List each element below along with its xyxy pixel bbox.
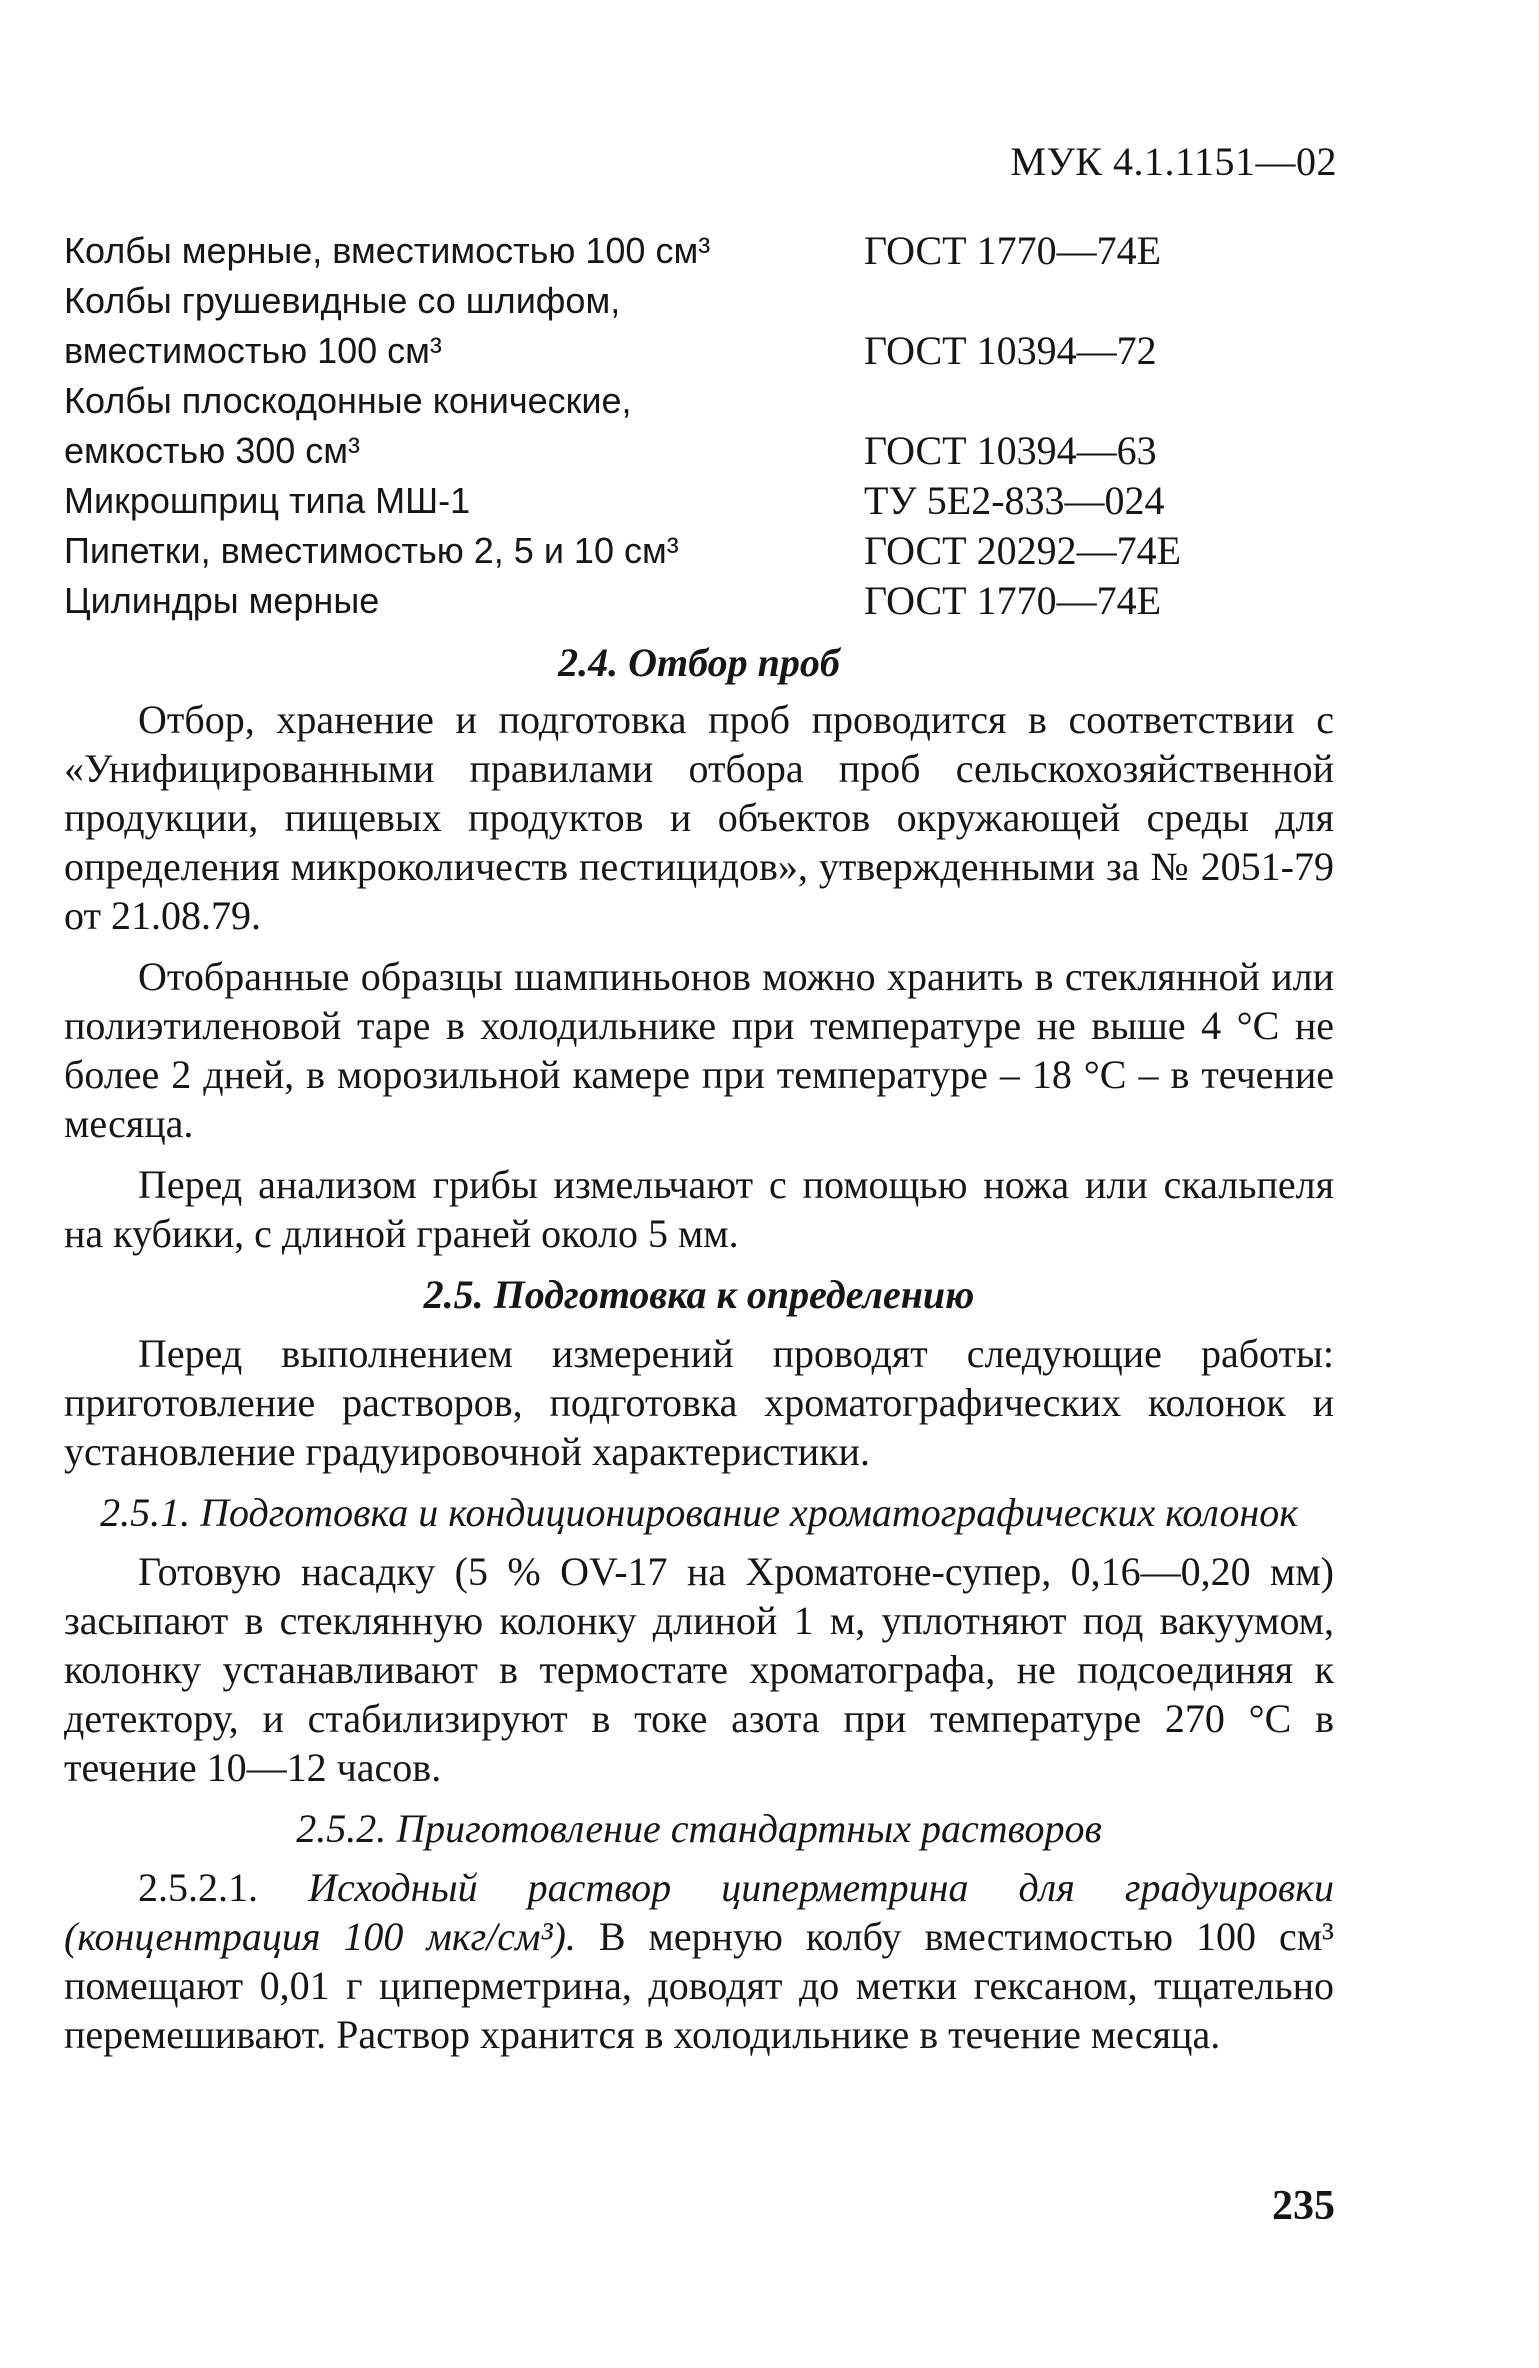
equipment-standard: ГОСТ 20292—74Е (864, 528, 1182, 573)
paragraph: Отбор, хранение и подготовка проб проводится в соответствии с «Унифицированными правилами отбора проб сельскохозяйственной продукции, пищевых продуктов и объектов окружающей среды для определения микроколичеств пестицидов», утвержденными за № 2051-79 от 21.08.79. (64, 697, 1334, 938)
equipment-row (64, 326, 1304, 376)
paragraph: Готовую насадку (5 % OV-17 на Хроматоне-супер, 0,16—0,20 мм) засыпают в стеклянную колонку длиной 1 м, уплотняют под вакуумом, колонку устанавливают в термостате хроматографа, не подсоединяя к детектору, и стабилизируют в токе азота при температуре 270 °С в течение 10—12 часов. (64, 1549, 1334, 1790)
equipment-name: Колбы плоскодонные конические, (64, 380, 632, 421)
equipment-standard: ГОСТ 10394—72 (864, 328, 1157, 373)
equipment-name: Цилиндры мерные (64, 580, 380, 621)
equipment-name: Колбы мерные, вместимостью 100 см³ (64, 230, 711, 271)
equipment-name: Микрошприц типа МШ-1 (64, 480, 471, 521)
equipment-name: вместимостью 100 см³ (64, 330, 442, 371)
clause-text: В мерную колбу вместимостью 100 см³ помещают 0,01 г циперметрина, доводят до метки гексаном, тщательно перемешивают. Раствор хранится в холодильнике в течение месяца. (64, 1914, 1335, 2057)
equipment-standard: ГОСТ 1770—74Е (864, 578, 1162, 623)
equipment-name: Колбы грушевидные со шлифом, (64, 280, 621, 321)
section-heading-2-4: 2.4. Отбор проб (558, 640, 840, 685)
equipment-list (64, 226, 1304, 626)
paragraph-2-5-2-1 (64, 1863, 1334, 2059)
subsection-heading-2-5-1: 2.5.1. Подготовка и кондиционирование хроматографических колонок (100, 1490, 1298, 1535)
equipment-standard: ГОСТ 10394—63 (864, 428, 1157, 473)
clause-number: 2.5.2.1. (138, 1865, 258, 1910)
paragraph: Перед анализом грибы измельчают с помощью ножа или скальпеля на кубики, с длиной граней около 5 мм. (64, 1162, 1334, 1256)
clause-title: Исходный раствор циперметрина для градуировки (концентрация 100 мкг/см³). (64, 1865, 1334, 1959)
equipment-row (64, 276, 1304, 326)
equipment-row (64, 426, 1304, 476)
equipment-standard: ТУ 5Е2-833—024 (864, 478, 1165, 523)
subsection-heading-2-5-2: 2.5.2. Приготовление стандартных растворов (296, 1806, 1102, 1851)
equipment-standard: ГОСТ 1770—74Е (864, 228, 1162, 273)
equipment-name: емкостью 300 см³ (64, 430, 360, 471)
equipment-standard (864, 276, 1304, 326)
paragraph: Перед выполнением измерений проводят следующие работы: приготовление растворов, подготовка хроматографических колонок и установление градуировочной характеристики. (64, 1331, 1334, 1474)
document-code: МУК 4.1.1151—02 (1010, 139, 1337, 184)
equipment-row (64, 526, 1304, 576)
section-heading-2-5: 2.5. Подготовка к определению (423, 1272, 975, 1317)
document-body (64, 640, 1335, 2071)
equipment-row (64, 376, 1304, 426)
equipment-row (64, 226, 1304, 276)
page-number: 235 (1272, 2183, 1335, 2229)
equipment-standard (864, 376, 1304, 426)
paragraph: Отобранные образцы шампиньонов можно хранить в стеклянной или полиэтиленовой таре в холодильнике при температуре не выше 4 °С не более 2 дней, в морозильной камере при температуре – 18 °С – в течение месяца. (64, 954, 1334, 1146)
equipment-row (64, 476, 1304, 526)
equipment-name: Пипетки, вместимостью 2, 5 и 10 см³ (64, 530, 679, 571)
equipment-row (64, 576, 1304, 626)
